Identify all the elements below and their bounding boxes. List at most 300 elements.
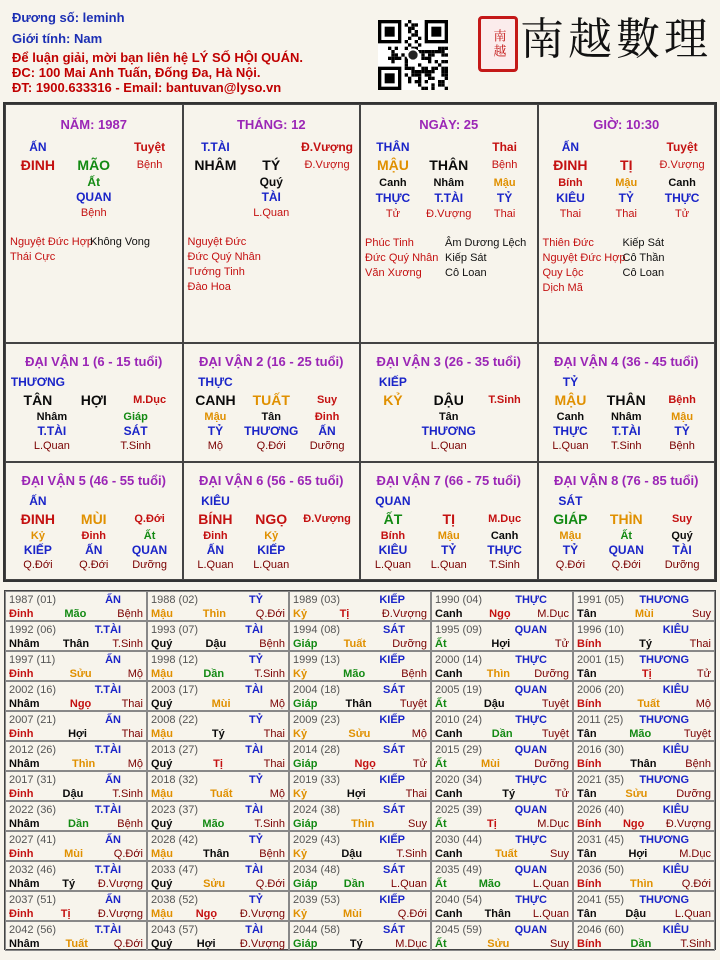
pillar-cell: NHÂM (194, 157, 237, 173)
year-label: 1999 (13) (293, 654, 341, 666)
truong-sinh: T.Sinh (488, 394, 521, 406)
year-cell[interactable] (573, 651, 715, 681)
year-label: 1995 (09) (435, 624, 483, 636)
year-cell[interactable] (573, 591, 715, 621)
year-cell[interactable] (147, 861, 289, 891)
ten-god: THƯƠNG (10, 375, 65, 389)
year-label: 2006 (20) (577, 684, 625, 696)
year-ten-god: SÁT (383, 924, 405, 936)
star-name: Cô Loan (445, 267, 487, 279)
pillar-1 (183, 104, 361, 343)
year-label: 2029 (43) (293, 834, 341, 846)
year-ten-god: TỶ (248, 774, 263, 786)
year-stem: Ất (435, 638, 447, 650)
star-name: Cô Thần (622, 252, 665, 264)
pillar-cell (122, 175, 178, 190)
pillar-row (184, 140, 360, 155)
year-branch: Dậu (205, 638, 227, 650)
year-cell[interactable] (431, 651, 573, 681)
year-cell[interactable] (431, 831, 573, 861)
pillar-cell: Bệnh (491, 159, 518, 171)
year-truong-sinh: Suy (550, 848, 569, 860)
hidden-stem: Tân (261, 411, 282, 423)
star-name: Nguyệt Đức Hợp (10, 236, 94, 248)
year-cell[interactable] (431, 891, 573, 921)
year-ten-god: THỰC (515, 894, 547, 906)
year-branch: Thìn (202, 608, 226, 620)
hidden-god: TÀI (672, 543, 692, 557)
pillar-cell: TỶ (618, 191, 634, 205)
year-cell[interactable] (573, 921, 715, 951)
year-stem: Nhâm (9, 698, 40, 710)
year-cell[interactable] (289, 801, 431, 831)
year-cell[interactable] (289, 891, 431, 921)
year-label: 2014 (28) (293, 744, 341, 756)
year-truong-sinh: Q.Đới (681, 878, 711, 890)
ten-god: SÁT (558, 494, 583, 508)
year-label: 2016 (30) (577, 744, 625, 756)
year-cell[interactable] (5, 621, 147, 651)
year-cell[interactable] (5, 651, 147, 681)
year-branch: Mão (629, 728, 652, 740)
year-branch: Thân (62, 638, 90, 650)
year-ten-god: TÀI (245, 924, 263, 936)
year-truong-sinh: Q.Đới (397, 908, 427, 920)
dai-van-2 (183, 343, 361, 462)
pillar-title: NGÀY: 25 (419, 117, 479, 132)
year-stem: Giáp (293, 818, 318, 830)
year-truong-sinh: Đ.Vượng (97, 908, 143, 920)
year-ten-god: T.TÀI (94, 744, 121, 756)
hidden-god: THƯƠNG (244, 424, 299, 438)
year-cell[interactable] (147, 831, 289, 861)
year-truong-sinh: Mộ (127, 668, 143, 680)
year-label: 2000 (14) (435, 654, 483, 666)
year-cell[interactable] (431, 591, 573, 621)
year-cell[interactable] (431, 771, 573, 801)
brand-logo (518, 8, 718, 68)
hidden-stem: Quý (671, 530, 693, 542)
chi: TUẤT (252, 392, 290, 408)
year-truong-sinh: M.Dục (395, 938, 427, 950)
year-truong-sinh: Mộ (269, 698, 285, 710)
year-branch: Dần (630, 938, 652, 950)
year-branch: Thân (630, 758, 657, 770)
year-stem: Canh (435, 848, 463, 860)
pillar-row (361, 191, 537, 206)
year-branch: Mùi (480, 758, 500, 770)
year-label: 1997 (11) (9, 654, 56, 666)
year-ten-god: SÁT (383, 684, 405, 696)
year-cell[interactable] (147, 651, 289, 681)
year-branch: Sửu (348, 728, 371, 740)
pillar-cell: MÃO (77, 157, 111, 173)
year-branch: Hợi (196, 938, 216, 950)
year-cell[interactable] (147, 891, 289, 921)
year-cell[interactable] (431, 921, 573, 951)
pillar-cell (243, 140, 299, 155)
year-ten-god: TỶ (248, 594, 263, 606)
year-ten-god: ẤN (105, 714, 121, 726)
year-cell[interactable] (573, 891, 715, 921)
year-ten-god: QUAN (514, 624, 547, 636)
year-cell[interactable] (5, 921, 147, 951)
year-ten-god: KIẾP (379, 594, 405, 606)
year-label: 2013 (27) (151, 744, 199, 756)
year-branch: Tuất (495, 848, 518, 860)
year-label: 1988 (02) (151, 594, 199, 606)
year-label: 2011 (25) (577, 714, 624, 726)
year-stem: Canh (435, 668, 463, 680)
pillar-cell: Mậu (615, 177, 638, 189)
hidden-god (299, 543, 355, 558)
year-label: 2002 (16) (9, 684, 57, 696)
hidden-ts: Dưỡng (309, 440, 345, 452)
year-cell[interactable] (573, 681, 715, 711)
year-cell[interactable] (289, 621, 431, 651)
year-cell[interactable] (147, 591, 289, 621)
year-cell[interactable] (573, 801, 715, 831)
hidden-stem: Mậu (437, 530, 460, 542)
year-branch: Tị (213, 758, 223, 770)
hidden-ts: Q.Đới (555, 559, 586, 571)
year-cell[interactable] (289, 831, 431, 861)
year-stem: Giáp (293, 938, 318, 950)
year-ten-god: KIẾP (379, 774, 405, 786)
year-ten-god: THƯƠNG (639, 774, 689, 786)
year-cell[interactable] (289, 651, 431, 681)
hidden-god: T.TÀI (37, 424, 67, 438)
year-stem: Mậu (151, 908, 173, 920)
year-ten-god: KIÊU (662, 684, 689, 696)
year-truong-sinh: Dưỡng (534, 758, 569, 770)
year-truong-sinh: Bệnh (259, 638, 285, 650)
year-truong-sinh: Thai (405, 788, 427, 800)
year-stem: Ất (435, 938, 447, 950)
hidden-stem: Đinh (314, 411, 340, 423)
year-truong-sinh: L.Quan (390, 878, 427, 890)
year-cell[interactable] (5, 771, 147, 801)
hidden-ts: Dưỡng (664, 559, 700, 571)
pillar-cell: ẤN (561, 140, 580, 154)
hidden-ts: L.Quan (374, 559, 411, 571)
year-truong-sinh: T.Sinh (112, 638, 143, 650)
seal-logo: 南越 (478, 16, 518, 72)
truong-sinh: M.Dục (488, 513, 522, 525)
pillar-cell: Tử (675, 208, 690, 220)
pillar-row (361, 206, 537, 222)
pillar-cell: ẤN (29, 140, 47, 154)
star-name: Không Vong (90, 236, 150, 248)
star-name: Âm Dương Lệch (445, 237, 527, 249)
year-cell[interactable] (289, 681, 431, 711)
year-truong-sinh: Thai (121, 698, 143, 710)
stars-list (6, 235, 182, 265)
ten-god: QUAN (375, 494, 411, 508)
year-cell[interactable] (5, 711, 147, 741)
year-stem: Giáp (293, 698, 318, 710)
year-label: 2025 (39) (435, 804, 483, 816)
chi: DẬU (433, 392, 464, 408)
year-branch: Thân (484, 908, 511, 920)
hidden-ts: Q.Đới (23, 559, 53, 571)
year-truong-sinh: Thai (263, 728, 285, 740)
year-cell[interactable] (573, 831, 715, 861)
year-cell[interactable] (5, 831, 147, 861)
dai-van-title: ĐẠI VẬN 7 (66 - 75 tuổi) (376, 473, 521, 488)
year-ten-god: ẤN (105, 834, 121, 846)
year-truong-sinh: Suy (408, 818, 427, 830)
pillar-cell (10, 205, 66, 221)
hidden-god: THƯƠNG (421, 424, 476, 438)
year-label: 2012 (26) (9, 744, 57, 756)
hidden-stem: Ất (620, 530, 633, 542)
year-ten-god: TÀI (245, 864, 263, 876)
year-label: 2028 (42) (151, 834, 199, 846)
year-label: 2041 (55) (577, 894, 625, 906)
year-truong-sinh: Suy (692, 608, 711, 620)
year-truong-sinh: Q.Đới (255, 878, 285, 890)
hidden-ts: Q.Đới (79, 559, 109, 571)
year-ten-god: QUAN (514, 684, 547, 696)
year-branch: Dậu (62, 788, 84, 800)
hidden-god: THỰC (487, 543, 522, 557)
year-cell[interactable] (573, 711, 715, 741)
year-label: 2026 (40) (577, 804, 625, 816)
dai-van-title: ĐẠI VẬN 1 (6 - 15 tuổi) (25, 354, 163, 369)
year-branch: Dần (343, 878, 365, 890)
year-cell[interactable] (147, 711, 289, 741)
year-truong-sinh: Đ.Vượng (381, 608, 427, 620)
year-stem: Mậu (151, 668, 173, 680)
year-stem: Kỷ (293, 908, 308, 920)
year-label: 2017 (31) (9, 774, 57, 786)
year-ten-god: KIẾP (379, 714, 405, 726)
year-cell[interactable] (289, 921, 431, 951)
year-stem: Kỷ (293, 608, 308, 620)
year-truong-sinh: Mộ (695, 698, 711, 710)
year-cell[interactable] (289, 861, 431, 891)
year-branch: Sửu (625, 788, 648, 800)
year-branch: Tý (639, 638, 652, 650)
hidden-stem: Bính (380, 530, 406, 542)
year-ten-god: TÀI (245, 744, 263, 756)
hidden-stem: Canh (556, 411, 585, 423)
year-cell[interactable] (147, 741, 289, 771)
year-label: 2005 (19) (435, 684, 483, 696)
year-stem: Bính (577, 698, 602, 710)
year-branch: Mão (478, 878, 501, 890)
year-label: 2040 (54) (435, 894, 483, 906)
year-cell[interactable] (573, 771, 715, 801)
chi: THÂN (606, 392, 646, 408)
pillar-row (539, 191, 715, 206)
year-cell[interactable] (573, 621, 715, 651)
year-branch: Dậu (483, 698, 505, 710)
year-stem: Mậu (151, 788, 173, 800)
year-truong-sinh: L.Quan (674, 908, 711, 920)
year-cell[interactable] (147, 801, 289, 831)
year-stem: Nhâm (9, 818, 40, 830)
year-stem: Nhâm (9, 638, 40, 650)
year-branch: Sửu (69, 668, 92, 680)
pillar-cell: Nhâm (433, 177, 465, 189)
year-cell[interactable] (431, 621, 573, 651)
phone-email: ĐT: 1900.633316 - Email: bantuvan@lyso.vn (12, 80, 282, 95)
year-cell[interactable] (147, 681, 289, 711)
pillar-cell (10, 175, 66, 190)
year-cell[interactable] (431, 741, 573, 771)
year-ten-god: SÁT (383, 864, 405, 876)
year-cell[interactable] (147, 771, 289, 801)
year-ten-god: SÁT (383, 804, 405, 816)
hidden-ts: L.Quan (33, 440, 70, 452)
year-cell[interactable] (147, 921, 289, 951)
year-ten-god: T.TÀI (94, 684, 121, 696)
year-ten-god: THỰC (515, 654, 547, 666)
hidden-stem (477, 410, 533, 424)
year-truong-sinh: Dưỡng (534, 668, 569, 680)
year-cell[interactable] (5, 861, 147, 891)
year-label: 1990 (04) (435, 594, 483, 606)
hidden-stem: Đinh (203, 530, 228, 542)
owner-name: Đương số: leminh (12, 10, 125, 25)
year-label: 2004 (18) (293, 684, 341, 696)
pillar-cell: Canh (379, 177, 407, 189)
year-cell[interactable] (5, 891, 147, 921)
pillar-cell: ĐINH (553, 157, 588, 173)
year-truong-sinh: Đ.Vượng (239, 908, 285, 920)
year-ten-god: QUAN (514, 744, 547, 756)
pillar-cell: Đ.Vượng (659, 159, 705, 171)
year-cell[interactable] (431, 681, 573, 711)
year-cell[interactable] (5, 801, 147, 831)
star-name: Thiên Đức (542, 237, 594, 249)
year-branch: Tuất (343, 638, 367, 650)
year-cell[interactable] (289, 711, 431, 741)
year-stem: Đinh (9, 728, 34, 740)
pillar-cell (122, 190, 178, 205)
year-label: 2046 (60) (577, 924, 625, 936)
year-cell[interactable] (5, 591, 147, 621)
hidden-god: ẤN (85, 543, 103, 557)
year-branch: Thìn (72, 758, 96, 770)
year-cell[interactable] (431, 711, 573, 741)
year-cell[interactable] (431, 801, 573, 831)
stars-list (361, 236, 537, 281)
pillar-cell (188, 190, 244, 205)
year-branch: Thân (203, 848, 230, 860)
year-label: 2034 (48) (293, 864, 341, 876)
year-label: 2035 (49) (435, 864, 483, 876)
year-stem: Tân (577, 788, 597, 800)
stars-list (184, 235, 360, 295)
year-branch: Dần (491, 728, 513, 740)
pillar-row (539, 140, 715, 155)
year-branch: Dậu (341, 848, 363, 860)
hidden-god: ẤN (318, 424, 336, 438)
year-ten-god: ẤN (105, 654, 121, 666)
year-stem: Nhâm (9, 758, 40, 770)
truong-sinh: M.Dục (133, 394, 167, 406)
hidden-stem: Kỷ (264, 530, 279, 542)
hidden-ts: Bệnh (669, 440, 695, 452)
year-branch: Dần (68, 818, 89, 830)
year-stem: Canh (435, 608, 463, 620)
truong-sinh: Suy (671, 513, 693, 525)
year-stem: Bính (577, 938, 602, 950)
chi: NGỌ (255, 511, 288, 527)
year-ten-god: TỶ (248, 894, 263, 906)
year-ten-god: TỶ (248, 714, 263, 726)
year-stem: Bính (577, 758, 602, 770)
year-truong-sinh: Tuyệt (399, 698, 427, 710)
year-truong-sinh: Bệnh (117, 818, 143, 830)
can: ẤT (383, 511, 403, 527)
year-cell[interactable] (289, 591, 431, 621)
year-label: 2008 (22) (151, 714, 199, 726)
year-ten-god: TỶ (248, 834, 263, 846)
year-branch: Dần (203, 668, 225, 680)
year-truong-sinh: Suy (550, 938, 569, 950)
year-stem: Quý (151, 818, 173, 830)
year-branch: Tị (487, 818, 497, 830)
year-ten-god: THỰC (515, 834, 547, 846)
year-label: 1987 (01) (9, 594, 57, 606)
year-branch: Sửu (203, 878, 226, 890)
year-cell[interactable] (289, 741, 431, 771)
can: CANH (195, 392, 236, 408)
pillar-row (184, 190, 360, 205)
year-cell[interactable] (5, 681, 147, 711)
pillar-cell: Bệnh (136, 159, 163, 171)
year-stem: Tân (577, 728, 597, 740)
pillar-cell (299, 205, 355, 221)
star-name: Nguyệt Đức Hợp (542, 252, 626, 264)
year-cell[interactable] (5, 741, 147, 771)
year-cell[interactable] (431, 861, 573, 891)
pillar-row (539, 206, 715, 222)
year-stem: Quý (151, 878, 173, 890)
pillar-cell: TỶ (496, 191, 513, 205)
year-stem: Đinh (9, 668, 34, 680)
year-cell[interactable] (289, 771, 431, 801)
hidden-ts: T.Sinh (489, 559, 520, 571)
year-stem: Ất (435, 758, 447, 770)
year-stem: Quý (151, 938, 173, 950)
qr-code-icon[interactable] (378, 20, 448, 90)
hidden-god (365, 424, 421, 439)
year-stem: Giáp (293, 758, 318, 770)
hidden-stem: Nhâm (36, 411, 68, 423)
pillar-title: GIỜ: 10:30 (593, 117, 660, 132)
year-branch: Ngọ (195, 908, 218, 920)
year-ten-god: TÀI (245, 624, 263, 636)
pillar-cell: THỰC (375, 191, 411, 205)
year-label: 2037 (51) (9, 894, 57, 906)
year-ten-god: T.TÀI (94, 804, 121, 816)
year-label: 2044 (58) (293, 924, 341, 936)
year-branch: Mùi (342, 908, 362, 920)
ten-god: KIẾP (378, 375, 407, 389)
year-label: 2022 (36) (9, 804, 57, 816)
year-cell[interactable] (573, 741, 715, 771)
year-ten-god: THỰC (515, 774, 547, 786)
year-cell[interactable] (147, 621, 289, 651)
pillar-row (184, 175, 360, 190)
stars-list (539, 236, 715, 296)
year-cell[interactable] (573, 861, 715, 891)
